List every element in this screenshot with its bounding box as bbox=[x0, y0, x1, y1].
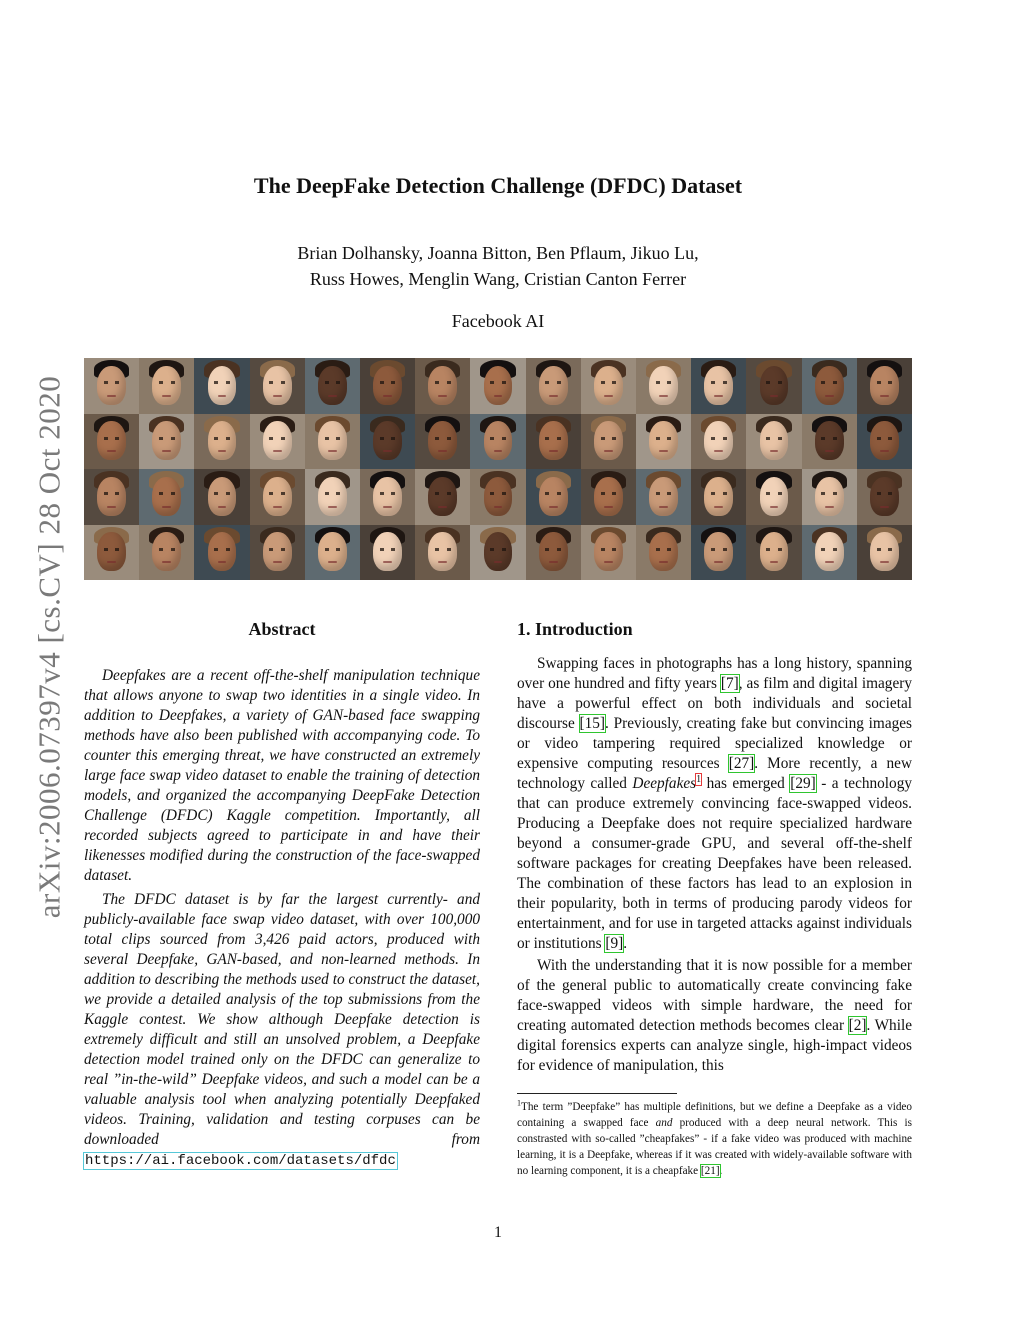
face-thumbnail bbox=[305, 414, 360, 470]
face-thumbnail bbox=[470, 358, 525, 414]
face-thumbnail bbox=[305, 358, 360, 414]
face-thumbnail bbox=[691, 358, 746, 414]
face-thumbnail bbox=[581, 525, 636, 581]
citation-link[interactable]: [27] bbox=[728, 755, 755, 772]
face-mosaic-figure bbox=[84, 358, 912, 580]
face-thumbnail bbox=[581, 469, 636, 525]
abstract-heading: Abstract bbox=[248, 619, 316, 639]
face-thumbnail bbox=[857, 414, 912, 470]
face-thumbnail bbox=[746, 358, 801, 414]
face-thumbnail bbox=[636, 469, 691, 525]
abstract-body bbox=[84, 666, 480, 1175]
citation-link[interactable]: [2] bbox=[848, 1017, 867, 1034]
citation-link[interactable]: [7] bbox=[720, 675, 739, 692]
face-thumbnail bbox=[84, 469, 139, 525]
face-thumbnail bbox=[305, 525, 360, 581]
abstract-paragraph-2-text: The DFDC dataset is by far the largest currently- and publicly-available face swap video dataset, with over 100,000 total clips sourced from 3,426 paid actors, produced with several Deepfake, GAN-based, and non-learned methods. In addition to describing the methods used to construct the dataset, we provide a detailed analysis of the top submissions from the Kaggle contest. We show although Deepfake detection is extremely difficult and still an unsolved problem, a Deepfake detection model trained only on the DFDC can generalize to real ”in-the-wild” Deepfake videos, and such a model can be a valuable analysis tool when analyzing potentially Deepfaked videos. Training, validation and testing corpuses can be downloaded from bbox=[84, 891, 480, 1148]
face-thumbnail bbox=[691, 414, 746, 470]
footnote-mark: 1 bbox=[517, 1098, 521, 1108]
page-number: 1 bbox=[494, 1224, 502, 1241]
affiliation: Facebook AI bbox=[451, 311, 545, 331]
intro-text: has emerged bbox=[701, 775, 791, 792]
footnote-text: produced with a deep neural network. This is constrasted with so-called ”cheapfakes” - if a fake video was produced with machine learning, it is a Deepfake, whereas if it was created with widely-available software with no learning component, it is a cheapfake bbox=[517, 1117, 912, 1177]
emphasized-term: Deepfakes bbox=[632, 775, 697, 792]
face-thumbnail bbox=[470, 525, 525, 581]
intro-paragraph-1 bbox=[517, 654, 912, 954]
face-thumbnail bbox=[857, 469, 912, 525]
footnote-divider bbox=[517, 1093, 677, 1094]
face-thumbnail bbox=[84, 525, 139, 581]
face-thumbnail bbox=[857, 358, 912, 414]
face-thumbnail bbox=[470, 414, 525, 470]
face-thumbnail bbox=[857, 525, 912, 581]
citation-link[interactable]: [21] bbox=[700, 1165, 720, 1177]
face-thumbnail bbox=[691, 469, 746, 525]
face-thumbnail bbox=[84, 358, 139, 414]
face-thumbnail bbox=[636, 358, 691, 414]
citation-link[interactable]: [15] bbox=[579, 715, 606, 732]
face-thumbnail bbox=[250, 358, 305, 414]
intro-text: , as film and digital imagery have a powerful effect on both individuals and societal discourse bbox=[517, 675, 912, 732]
footnote bbox=[517, 1099, 912, 1179]
face-thumbnail bbox=[360, 414, 415, 470]
face-thumbnail bbox=[139, 414, 194, 470]
paper-title: The DeepFake Detection Challenge (DFDC) Dataset bbox=[253, 173, 743, 198]
face-thumbnail bbox=[526, 525, 581, 581]
face-thumbnail bbox=[802, 469, 857, 525]
abstract-paragraph-2 bbox=[84, 890, 480, 1171]
dataset-url-link[interactable]: https://ai.facebook.com/datasets/dfdc bbox=[85, 1153, 396, 1169]
face-thumbnail bbox=[802, 358, 857, 414]
face-thumbnail bbox=[194, 525, 249, 581]
arxiv-identifier bbox=[26, 352, 72, 942]
abstract-paragraph-1: Deepfakes are a recent off-the-shelf manipulation technique that allows anyone to swap two identities in a single video. In addition to Deepfakes, a variety of GAN-based face swapping methods have also been published with accompanying code. To counter this emerging threat, we have constructed an extremely large face swap video dataset to enable the training of detection models, and organized the accompanying DeepFake Detection Challenge (DFDC) Kaggle competition. Importantly, all recorded subjects agreed to participate in and have their likenesses modified during the construction of the face-swapped dataset. bbox=[84, 667, 480, 884]
author-line-1: Brian Dolhansky, Joanna Bitton, Ben Pflaum, Jikuo Lu, bbox=[297, 243, 699, 263]
face-thumbnail bbox=[84, 414, 139, 470]
face-thumbnail bbox=[139, 525, 194, 581]
face-thumbnail bbox=[139, 358, 194, 414]
face-thumbnail bbox=[250, 525, 305, 581]
face-thumbnail bbox=[636, 525, 691, 581]
face-thumbnail bbox=[581, 358, 636, 414]
face-thumbnail bbox=[526, 414, 581, 470]
face-thumbnail bbox=[194, 414, 249, 470]
face-thumbnail bbox=[139, 469, 194, 525]
intro-text: . bbox=[623, 935, 628, 952]
introduction-heading: 1. Introduction bbox=[517, 619, 633, 639]
face-thumbnail bbox=[194, 358, 249, 414]
face-thumbnail bbox=[802, 525, 857, 581]
face-thumbnail bbox=[250, 469, 305, 525]
face-thumbnail bbox=[415, 414, 470, 470]
author-line-2: Russ Howes, Menglin Wang, Cristian Canton Ferrer bbox=[309, 269, 687, 289]
face-thumbnail bbox=[746, 469, 801, 525]
introduction-body bbox=[517, 654, 912, 1078]
intro-text: Swapping faces in photographs has a long history, spanning over one hundred and fifty years bbox=[517, 655, 912, 692]
author-list bbox=[0, 240, 996, 292]
intro-text: With the understanding that it is now possible for a member of the general public to automatically create convincing fake face-swapped videos with simple hardware, the need for creating automated detection methods becomes clear bbox=[517, 957, 912, 1034]
footnote-text: The term ”Deepfake” has multiple definitions, but we define a Deepfake as a video containing a swapped face bbox=[517, 1101, 912, 1129]
intro-text: - a technology that can produce extremely convincing face-swapped videos. Producing a Deepfake does not require specialized hardware beyond a consumer-grade GPU, and several off-the-shelf software packages for creating Deepfakes have been released. The combination of these factors has lead to an explosion in their popularity, both in terms of producing parody videos for entertainment, and for use in targeted attacks against individuals or institutions bbox=[517, 775, 913, 952]
footnote-text: . bbox=[719, 1165, 723, 1177]
intro-text: . While digital forensics experts can analyze single, high-impact videos for evidence of manipulation, this bbox=[517, 1017, 912, 1074]
face-thumbnail bbox=[526, 469, 581, 525]
intro-text: . Previously, creating fake but convincing images or video tampering required specialized knowledge or expensive computing resources bbox=[517, 715, 912, 772]
arxiv-identifier-text: arXiv:2006.07397v4 [cs.CV] 28 Oct 2020 bbox=[31, 375, 66, 919]
face-thumbnail bbox=[746, 414, 801, 470]
face-thumbnail bbox=[360, 358, 415, 414]
face-thumbnail bbox=[415, 358, 470, 414]
face-thumbnail bbox=[360, 525, 415, 581]
face-thumbnail bbox=[250, 414, 305, 470]
citation-link[interactable]: [9] bbox=[605, 935, 624, 952]
face-thumbnail bbox=[746, 525, 801, 581]
face-thumbnail bbox=[581, 414, 636, 470]
face-thumbnail bbox=[526, 358, 581, 414]
footnote-reference-link[interactable]: 1 bbox=[696, 773, 702, 785]
intro-text: . More recently, a new technology called bbox=[517, 755, 913, 792]
face-thumbnail bbox=[691, 525, 746, 581]
face-thumbnail bbox=[360, 469, 415, 525]
face-thumbnail bbox=[415, 469, 470, 525]
face-thumbnail bbox=[194, 469, 249, 525]
intro-paragraph-2 bbox=[517, 956, 912, 1076]
footnote-emphasis: and bbox=[655, 1117, 673, 1129]
face-thumbnail bbox=[305, 469, 360, 525]
face-thumbnail bbox=[415, 525, 470, 581]
citation-link[interactable]: [29] bbox=[790, 775, 816, 792]
face-thumbnail bbox=[636, 414, 691, 470]
face-thumbnail bbox=[470, 469, 525, 525]
face-thumbnail bbox=[802, 414, 857, 470]
